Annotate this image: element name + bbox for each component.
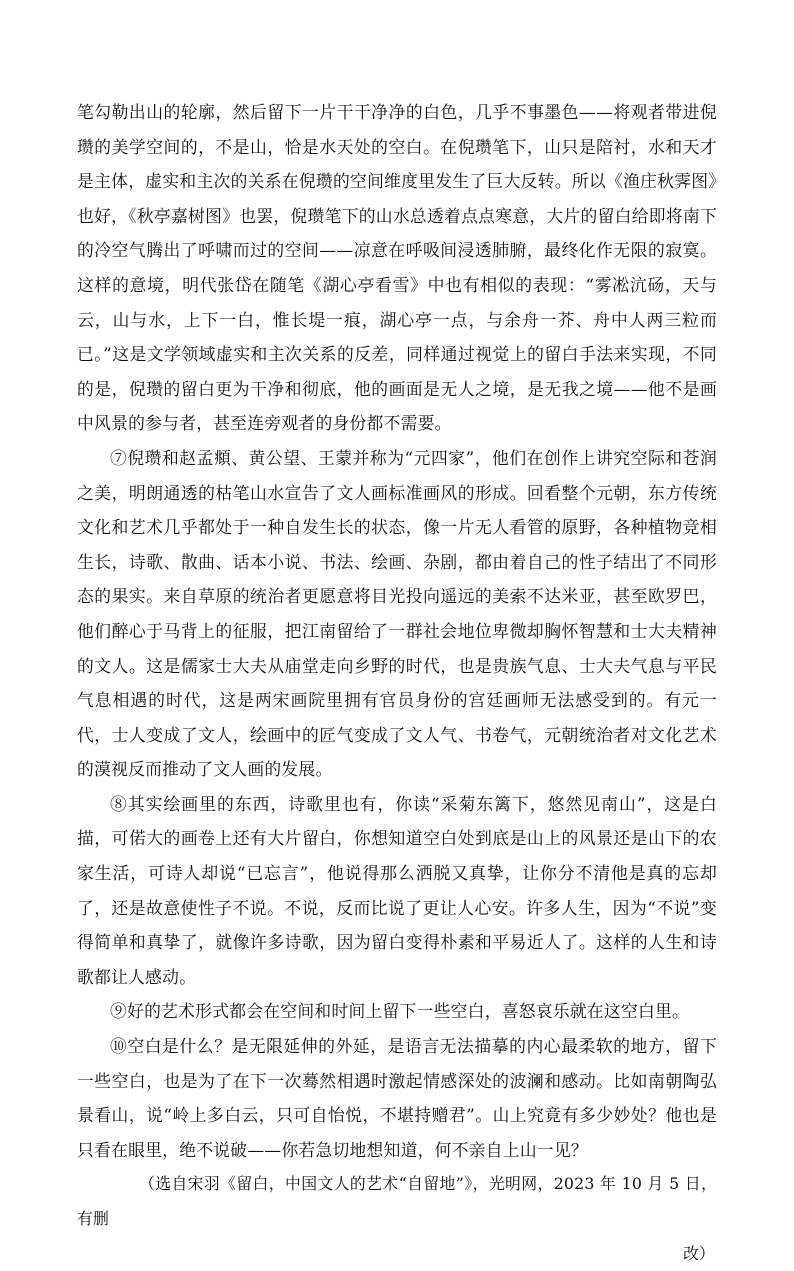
- paragraph-10: ⑩空白是什么？是无限延伸的外延，是语言无法描摹的内心最柔软的地方，留下一些空白，也是为了在下一次蓦然相遇时激起情感深处的波澜和感动。比如南朝陶弘景看山，说“岭上多白云，只可自怡悦，不堪持赠君”。山上究竟有多少妙处？他也是只看在眼里，绝不说破——你若急切地想知道，何不亲自上山一见？: [77, 1036, 717, 1160]
- source-citation-tail: 改）: [683, 1243, 715, 1263]
- paragraph-7: ⑦倪瓒和赵孟頫、黄公望、王蒙并称为“元四家”，他们在创作上讲究空际和苍润之美，明朗通透的枯笔山水宣告了文人画标准画风的形成。回看整个元朝，东方传统文化和艺术几乎都处于一种自发生长的状态，像一片无人看管的原野，各种植物竞相生长，诗歌、散曲、话本小说、书法、绘画、杂剧，都由着自己的性子结出了不同形态的果实。来自草原的统治者更愿意将目光投向遥远的美索不达米亚，甚至欧罗巴，他们醉心于马背上的征服，把江南留给了一群社会地位卑微却胸怀智慧和士大夫精神的文人。这是儒家士大夫从庙堂走向乡野的时代，也是贵族气息、士大夫气息与平民气息相遇的时代，这是两宋画院里拥有官员身份的宫廷画师无法感受到的。有元一代，士人变成了文人，绘画中的匠气变成了文人气、书卷气，元朝统治者对文化艺术的漠视反而推动了文人画的发展。: [77, 447, 717, 780]
- paragraph-8: ⑧其实绘画里的东西，诗歌里也有，你读“采菊东篱下，悠然见南山”，这是白描，可偌大的画卷上还有大片留白，你想知道空白处到底是山上的风景还是山下的农家生活，可诗人却说“已忘言”，他说得那么洒脱又真挚，让你分不清他是真的忘却了，还是故意使性子不说。不说，反而比说了更让人心安。许多人生，因为“不说”变得简单和真挚了，就像许多诗歌，因为留白变得朴素和平易近人了。这样的人生和诗歌都让人感动。: [77, 793, 717, 987]
- source-citation-main: （选自宋羽《留白，中国文人的艺术“自留地”》，光明网，2023 年 10 月 5 日，有删: [77, 1174, 717, 1228]
- source-citation: [77, 1167, 717, 1271]
- article-body: [77, 95, 717, 1271]
- paragraph-9: ⑨好的艺术形式都会在空间和时间上留下一些空白，喜怒哀乐就在这空白里。: [110, 1001, 690, 1022]
- paragraph-6-continuation: 笔勾勒出山的轮廓，然后留下一片干干净净的白色，几乎不事墨色——将观者带进倪瓒的美学空间的，不是山，恰是水天处的空白。在倪瓒笔下，山只是陪衬，水和天才是主体，虚实和主次的关系在倪瓒的空间维度里发生了巨大反转。所以《渔庄秋霁图》也好，《秋亭嘉树图》也罢，倪瓒笔下的山水总透着点点寒意，大片的留白给即将南下的冷空气腾出了呼啸而过的空间——凉意在呼吸间浸透肺腑，最终化作无限的寂寞。这样的意境，明代张岱在随笔《湖心亭看雪》中也有相似的表现：“雾凇沆砀，天与云，山与水，上下一白，惟长堤一痕，湖心亭一点，与余舟一芥、舟中人两三粒而已。”这是文学领域虚实和主次关系的反差，同样通过视觉上的留白手法来实现，不同的是，倪瓒的留白更为干净和彻底，他的画面是无人之境，是无我之境——他不是画中风景的参与者，甚至连旁观者的身份都不需要。: [77, 102, 717, 434]
